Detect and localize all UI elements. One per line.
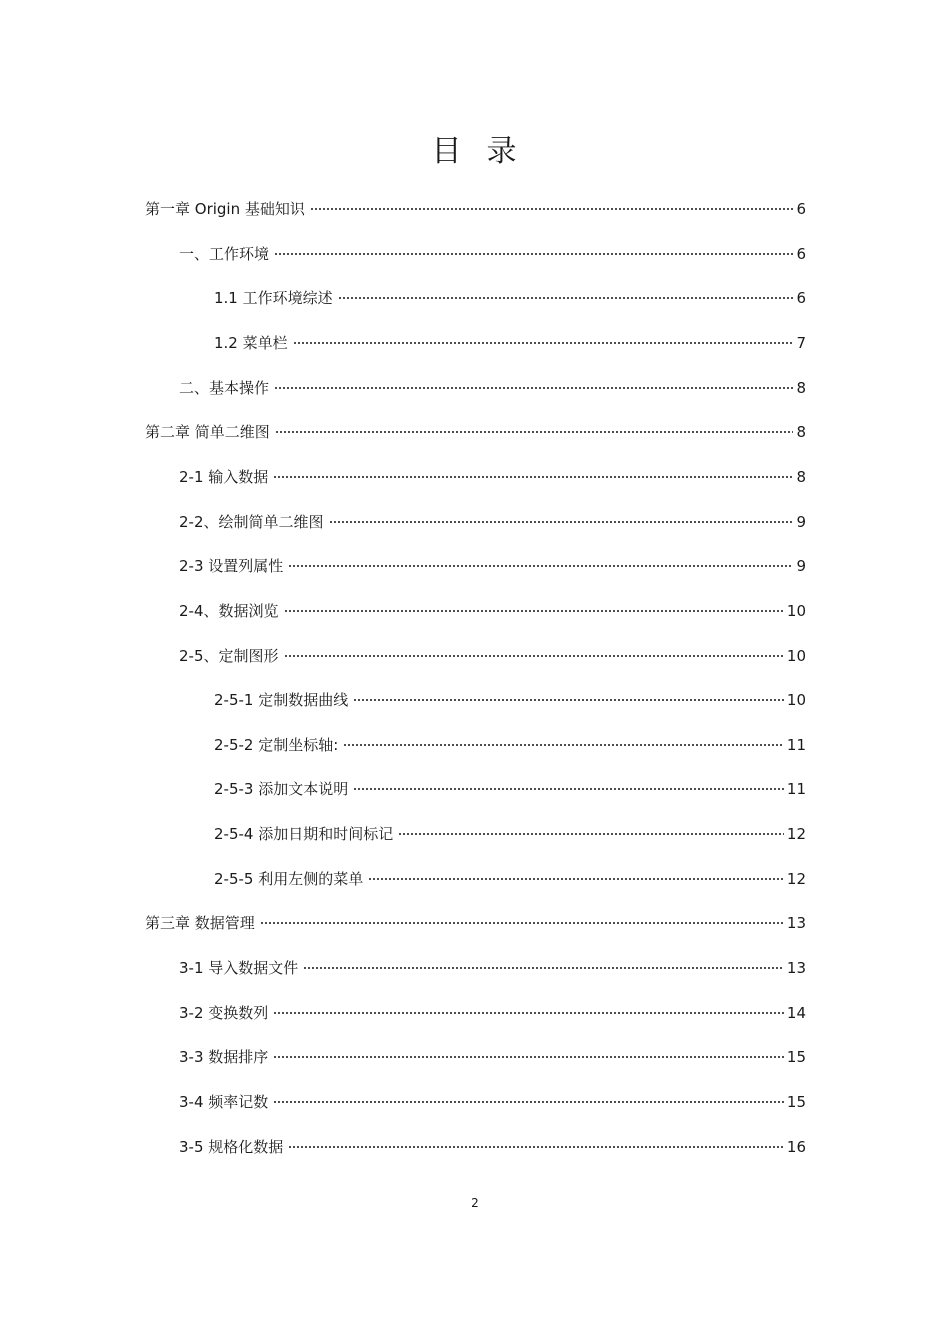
toc-entry-page: 9: [796, 557, 806, 575]
toc-entry[interactable]: [214, 726, 806, 754]
toc-entry-page: 6: [796, 289, 806, 307]
toc-entry[interactable]: [214, 860, 806, 888]
toc-dot-leader: [288, 1128, 784, 1152]
toc-entry[interactable]: [145, 904, 806, 932]
toc-entry-page: 6: [796, 200, 806, 218]
toc-dot-leader: [275, 413, 794, 437]
page-number: 2: [471, 1196, 479, 1210]
toc-dot-leader: [273, 1083, 784, 1107]
toc-entry-label: 2-5-5 利用左侧的菜单: [214, 870, 364, 888]
toc-entry-label: 第二章 简单二维图: [145, 423, 270, 441]
toc-entry-page: 10: [786, 647, 806, 665]
toc-entry[interactable]: [214, 324, 806, 352]
toc-entry[interactable]: [179, 994, 806, 1022]
toc-dot-leader: [310, 190, 794, 214]
toc-entry-label: 2-5、定制图形: [179, 647, 279, 665]
toc-entry-label: 3-2 变换数列: [179, 1004, 269, 1022]
toc-entry[interactable]: [214, 770, 806, 798]
toc-dot-leader: [273, 1038, 784, 1062]
toc-entry-page: 13: [786, 914, 806, 932]
toc-entry-label: 2-4、数据浏览: [179, 602, 279, 620]
toc-dot-leader: [274, 369, 793, 393]
toc-entry-label: 1.2 菜单栏: [214, 334, 288, 352]
toc-entry-page: 15: [786, 1048, 806, 1066]
toc-entry-label: 第三章 数据管理: [145, 914, 255, 932]
toc-dot-leader: [338, 279, 794, 303]
toc-entry[interactable]: [145, 190, 806, 218]
toc-dot-leader: [273, 994, 784, 1018]
toc-entry[interactable]: [179, 637, 806, 665]
toc-dot-leader: [284, 637, 784, 661]
toc-entry-label: 一、工作环境: [179, 245, 270, 263]
toc-dot-leader: [368, 860, 784, 884]
toc-dot-leader: [288, 547, 793, 571]
toc-entry-label: 2-2、绘制简单二维图: [179, 513, 324, 531]
toc-entry[interactable]: [179, 235, 806, 263]
toc-entry-label: 2-5-1 定制数据曲线: [214, 691, 349, 709]
toc-entry-label: 2-1 输入数据: [179, 468, 269, 486]
toc-entry-page: 10: [786, 691, 806, 709]
toc-entry[interactable]: [179, 1038, 806, 1066]
toc-entry-page: 8: [796, 423, 806, 441]
toc-entry-page: 11: [786, 780, 806, 798]
toc-entry-page: 12: [786, 825, 806, 843]
toc-entry-page: 11: [786, 736, 806, 754]
toc-entry-page: 9: [796, 513, 806, 531]
toc-entry-page: 16: [786, 1138, 806, 1156]
toc-entry-page: 7: [796, 334, 806, 352]
toc-entry-page: 6: [796, 245, 806, 263]
toc-entry-page: 8: [796, 468, 806, 486]
toc-entry-page: 12: [786, 870, 806, 888]
toc-entry-label: 3-1 导入数据文件: [179, 959, 299, 977]
toc-entry-page: 15: [786, 1093, 806, 1111]
toc-entry-label: 2-5-3 添加文本说明: [214, 780, 349, 798]
toc-entry[interactable]: [179, 949, 806, 977]
toc-entry[interactable]: [179, 458, 806, 486]
toc-entry-label: 3-3 数据排序: [179, 1048, 269, 1066]
toc-entry-label: 2-5-4 添加日期和时间标记: [214, 825, 394, 843]
toc-entry[interactable]: [145, 413, 806, 441]
toc-entry-page: 8: [796, 379, 806, 397]
toc-entry[interactable]: [214, 681, 806, 709]
page-title: 目 录: [431, 134, 519, 169]
toc-dot-leader: [260, 904, 784, 928]
toc-entry-page: 14: [786, 1004, 806, 1022]
toc-entry-label: 1.1 工作环境综述: [214, 289, 333, 307]
toc-dot-leader: [343, 726, 784, 750]
toc-entry[interactable]: [179, 547, 806, 575]
toc-entry-label: 2-3 设置列属性: [179, 557, 284, 575]
toc-entry-label: 2-5-2 定制坐标轴:: [214, 736, 339, 754]
toc-dot-leader: [303, 949, 784, 973]
toc-entry[interactable]: [179, 369, 806, 397]
toc-entry[interactable]: [179, 1083, 806, 1111]
toc-entry-label: 第一章 Origin 基础知识: [145, 200, 305, 218]
toc-entry[interactable]: [179, 503, 806, 531]
toc-entry-page: 13: [786, 959, 806, 977]
toc-dot-leader: [353, 681, 784, 705]
toc-entry-label: 3-4 频率记数: [179, 1093, 269, 1111]
toc-entry[interactable]: [214, 815, 806, 843]
toc-entry-label: 二、基本操作: [179, 379, 270, 397]
toc-dot-leader: [274, 235, 793, 259]
toc-dot-leader: [398, 815, 784, 839]
toc-dot-leader: [353, 770, 784, 794]
toc-dot-leader: [284, 592, 784, 616]
toc-entry[interactable]: [214, 279, 806, 307]
toc-entry-label: 3-5 规格化数据: [179, 1138, 284, 1156]
toc-entry[interactable]: [179, 592, 806, 620]
toc-entry[interactable]: [179, 1128, 806, 1156]
toc-dot-leader: [293, 324, 794, 348]
toc-dot-leader: [329, 503, 794, 527]
toc-entry-page: 10: [786, 602, 806, 620]
toc-dot-leader: [273, 458, 793, 482]
